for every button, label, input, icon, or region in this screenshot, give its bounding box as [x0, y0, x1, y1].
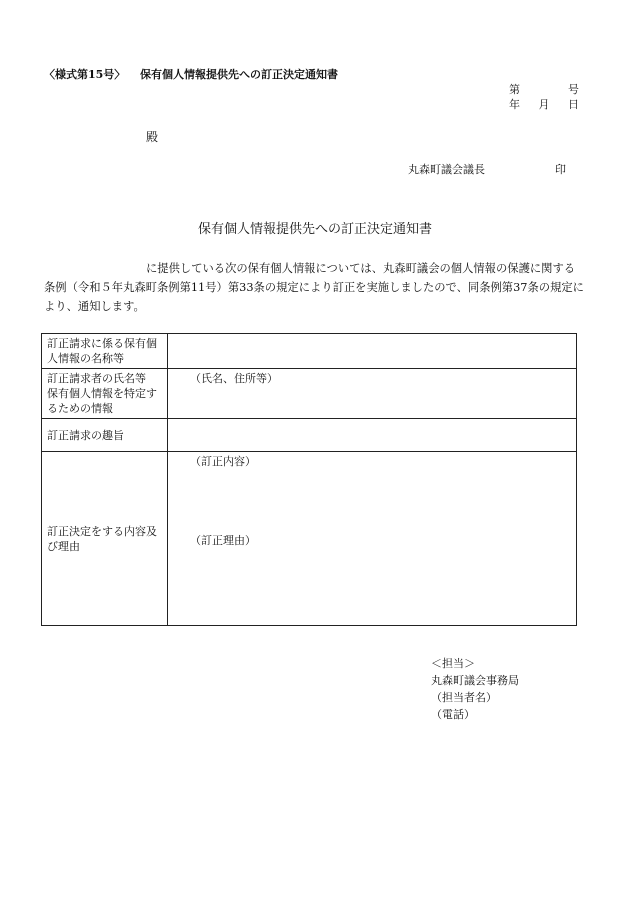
- contact-person: （担当者名）: [431, 691, 497, 704]
- info-table: [41, 333, 577, 626]
- document-number-block: [509, 82, 579, 112]
- main-title: 保有個人情報提供先への訂正決定通知書: [197, 222, 432, 237]
- table-row: [42, 419, 577, 452]
- body-paragraph: に提供している次の保有個人情報については、丸森町議会の個人情報の保護に関する条例（令和５年丸森町条例第11号）第33条の規定により訂正を実施しましたので、同条例第37条の規定により、通知します。: [44, 262, 584, 313]
- addressee-honorific: 殿: [146, 130, 159, 144]
- date-day: 日: [568, 98, 579, 111]
- doc-number-suffix: 号: [568, 83, 579, 96]
- row-label-decision: 訂正決定をする内容及び理由: [42, 452, 168, 626]
- seal-mark: 印: [555, 163, 566, 176]
- sender-name: 丸森町議会議長: [408, 163, 485, 176]
- table-row: [42, 369, 577, 419]
- decision-content-hint: （訂正内容）: [190, 455, 256, 468]
- contact-office: 丸森町議会事務局: [431, 674, 519, 687]
- contact-block: [431, 655, 519, 723]
- decision-reason-hint: （訂正理由）: [190, 534, 256, 547]
- table-row: [42, 452, 577, 626]
- requester-label-line1: 訂正請求者の氏名等: [47, 372, 146, 385]
- date-month: 月: [538, 98, 550, 111]
- contact-heading: ＜担当＞: [431, 657, 475, 670]
- form-title: 保有個人情報提供先への訂正決定通知書: [140, 68, 338, 81]
- table-row: [42, 334, 577, 369]
- row-label-requester: [42, 369, 168, 419]
- date-year: 年: [509, 98, 520, 111]
- row-value-requester: [168, 369, 577, 419]
- row-label-info-name: 訂正請求に係る保有個人情報の名称等: [42, 334, 168, 369]
- contact-phone: （電話）: [431, 708, 475, 721]
- doc-number-prefix: 第: [509, 83, 520, 96]
- requester-value-hint: （氏名、住所等）: [190, 372, 278, 385]
- form-number: 〈様式第15号〉: [44, 68, 126, 81]
- requester-label-line2: 保有個人情報を特定するための情報: [47, 387, 157, 415]
- row-value-purpose: [168, 419, 577, 452]
- row-value-info-name: [168, 334, 577, 369]
- row-value-decision: [168, 452, 577, 626]
- row-label-purpose: 訂正請求の趣旨: [42, 419, 168, 452]
